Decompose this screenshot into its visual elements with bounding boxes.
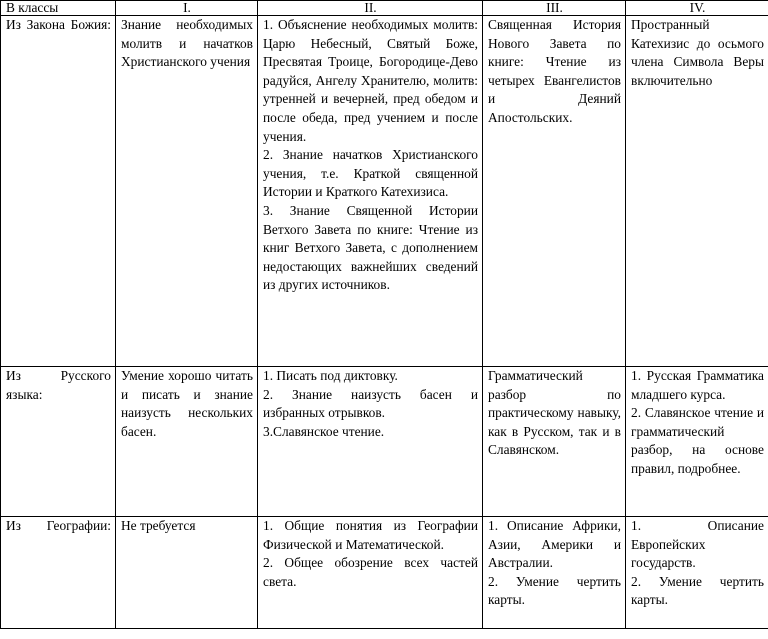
subject-cell: Из Географии: <box>1 517 116 629</box>
table-row-geography <box>1 517 768 629</box>
list-item: 1. Описание Европейских государств. <box>631 518 764 571</box>
list-item: 2. Славянское чтение и грамматический разбор, на основе правил, подробнее. <box>631 405 764 476</box>
list-item: 2. Умение чертить карты. <box>488 573 621 608</box>
subject-cell: Из Русского языка: <box>1 367 116 517</box>
list-item: 1. Общие понятия из Географии Физической и Математической. <box>263 518 478 552</box>
list-item: 1. Писать под диктовку. <box>263 368 398 383</box>
class-1-cell: Не требуется <box>116 517 258 629</box>
header-class-2: II. <box>258 1 483 16</box>
class-3-cell: Священная История Нового Завета по книге: Чтение из четырех Евангелистов и Деяний Апостольских. <box>483 16 626 367</box>
list-item: 2. Знание наизусть басен и избранных отрывков. <box>263 386 478 421</box>
class-2-cell <box>258 517 483 629</box>
list-item: 2. Умение чертить карты. <box>631 573 764 608</box>
class-2-cell <box>258 367 483 517</box>
table-row-russian <box>1 367 768 517</box>
header-class-4: IV. <box>626 1 768 16</box>
list-item: 3. Знание Священной Истории Ветхого Завета по книге: Чтение из книг Ветхого Завета, с дополнением недостающих важнейших сведений из других источников. <box>263 202 478 293</box>
list-item: 1. Объяснение необходимых молитв: Царю Небесный, Святый Боже, Пресвятая Троице, Богородице-Дево радуйся, Ангелу Хранителю, молитв: утренней и вечерней, пред обедом и после обеда, пред учением и после учения. <box>263 17 478 144</box>
list-item: 1. Русская Грамматика младшего курса. <box>631 368 764 402</box>
class-4-cell <box>626 517 768 629</box>
class-4-cell: Пространный Катехизис до осьмого члена Символа Веры включительно <box>626 16 768 367</box>
class-3-cell <box>483 517 626 629</box>
header-class-3: III. <box>483 1 626 16</box>
header-classes-label: В классы <box>1 1 116 16</box>
list-item: 3.Славянское чтение. <box>263 423 385 439</box>
header-row <box>1 1 768 16</box>
list-item: 2. Общее обозрение всех частей света. <box>263 555 478 589</box>
list-item: 1. Описание Африки, Азии, Америки и Австралии. <box>488 518 621 571</box>
class-4-cell <box>626 367 768 517</box>
table-row-religion <box>1 16 768 367</box>
class-1-cell: Умение хорошо читать и писать и знание наизусть нескольких басен. <box>116 367 258 517</box>
class-2-cell <box>258 16 483 367</box>
header-class-1: I. <box>116 1 258 16</box>
class-3-cell: Грамматический разбор по практическому навыку, как в Русском, так и в Славянском. <box>483 367 626 517</box>
class-1-cell: Знание необходимых молитв и начатков Христианского учения <box>116 16 258 367</box>
list-item: 2. Знание начатков Христианского учения, т.е. Краткой священной Истории и Краткого Катехизиса. <box>263 147 478 200</box>
subject-cell: Из Закона Божия: <box>1 16 116 367</box>
